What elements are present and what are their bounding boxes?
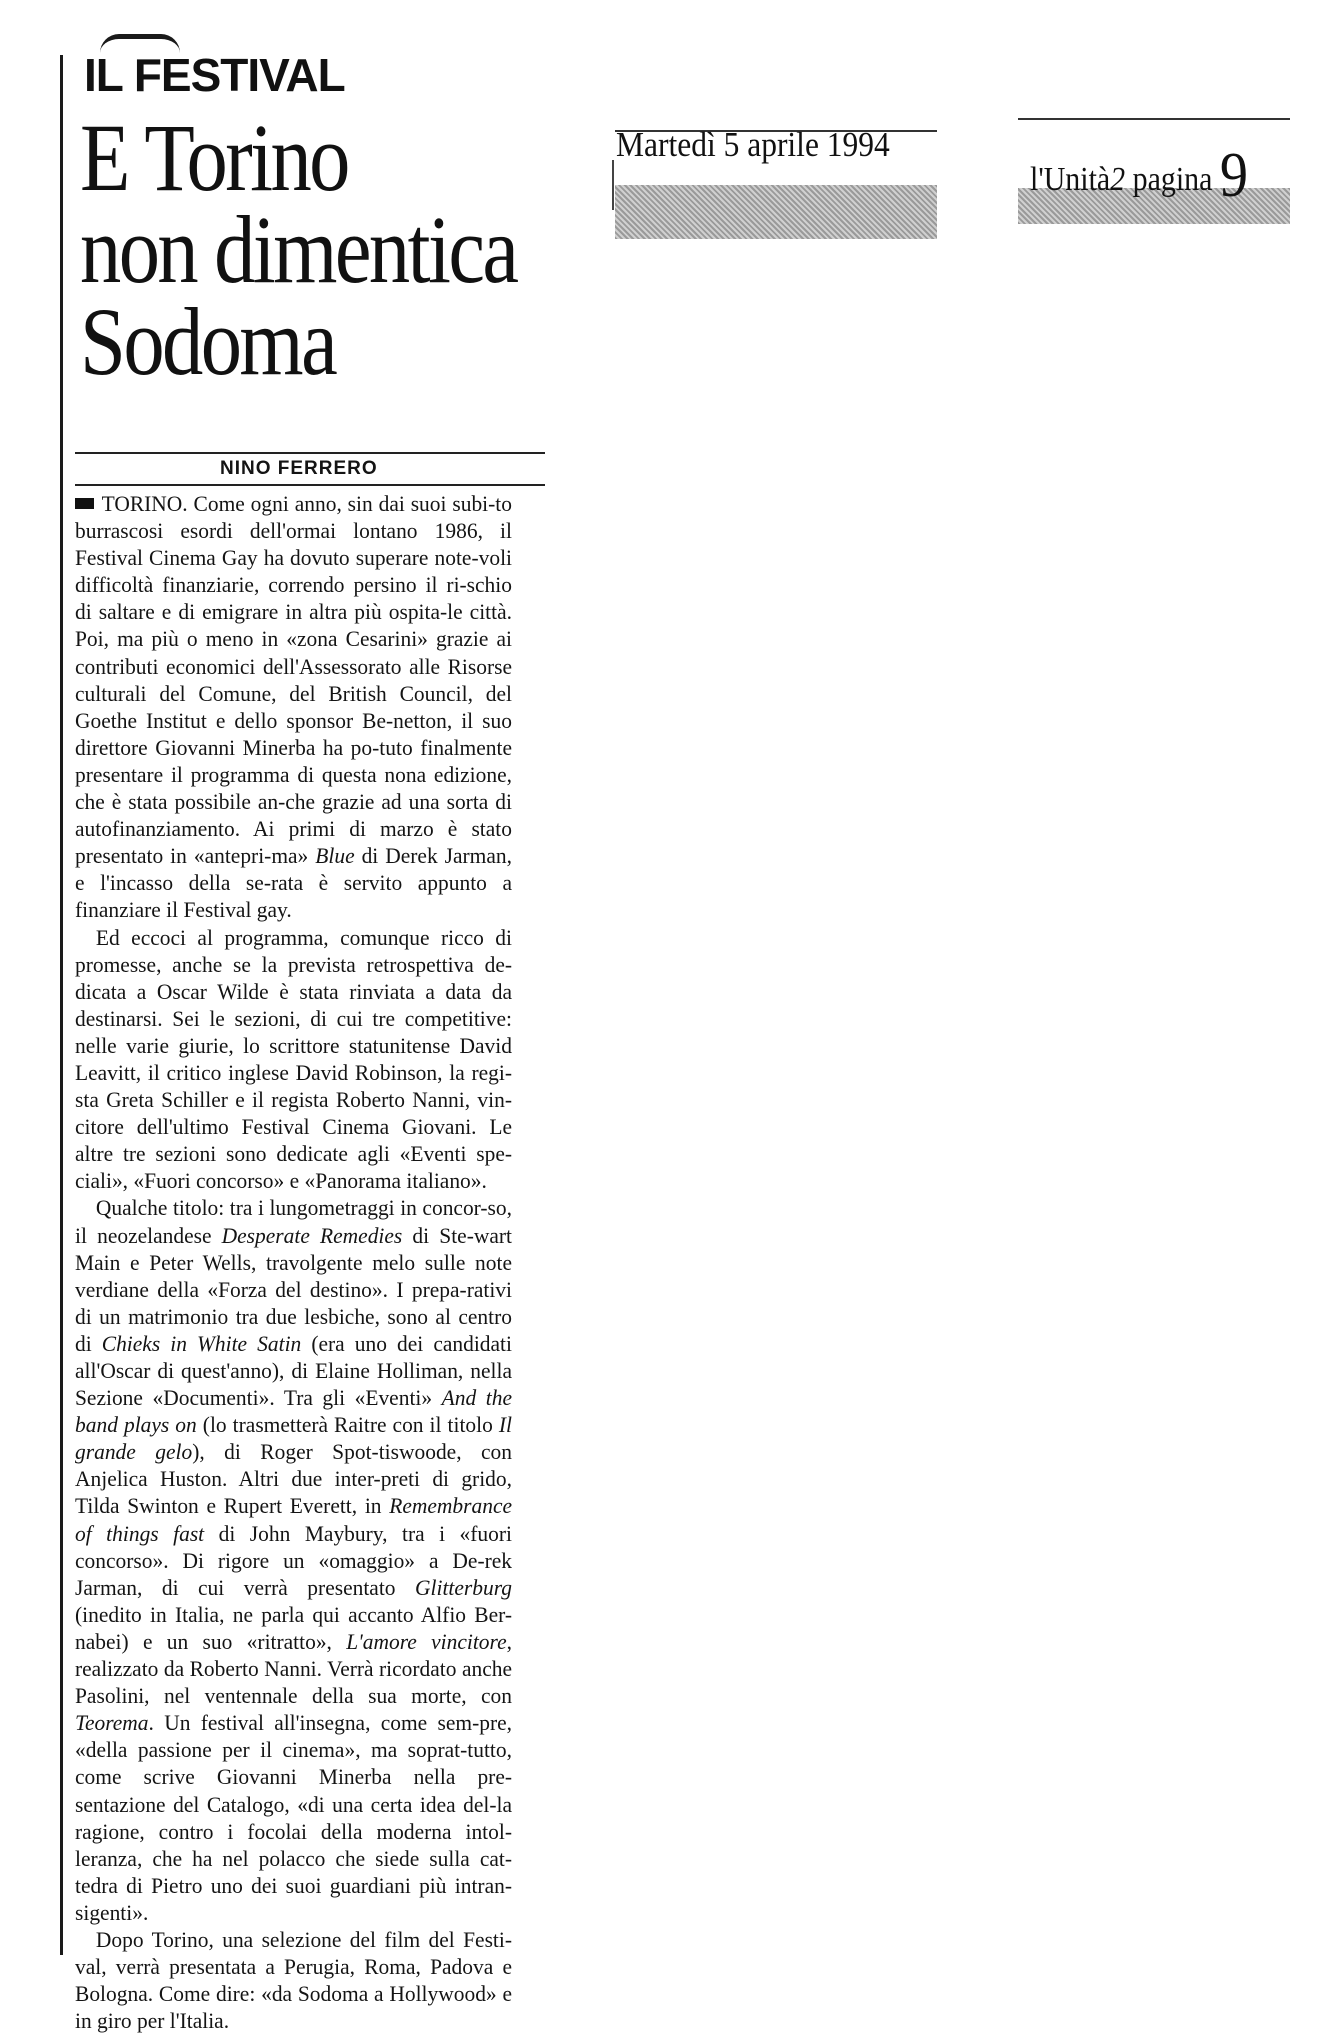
film-title: Il grande gelo (75, 1412, 512, 1465)
film-title: Remembrance of things fast (75, 1493, 512, 1546)
headline-line-3: Sodoma (80, 288, 336, 395)
paragraph-bullet-icon (75, 498, 94, 509)
article-paragraph-3: Qualche titolo: tra i lungometraggi in concor-so, il neozelandese Desperate Remedies di Ste-wart Main e Peter Wells, travolgente melo sulle note verdiane della «Forza del destino». I prepa-rativi di un matrimonio tra due lesbiche, sono al centro di Chieks in White Satin (era uno dei candidati all'Oscar di quest'anno), di Elaine Holliman, nella Sezione «Documenti». Tra gli «Eventi» And the band plays on (lo trasmetterà Raitre con il titolo Il grande gelo), di Roger Spot-tiswoode, con Anjelica Huston. Altri due inter-preti di grido, Tilda Swinton e Rupert Everett, in Remembrance of things fast di John Maybury, tra i «fuori concorso». Di rigore un «omaggio» a De-rek Jarman, di cui verrà presentato Glitterburg (inedito in Italia, ne parla qui accanto Alfio Ber-nabei) e un suo «ritratto», L'amore vincitore, realizzato da Roberto Nanni. Verrà ricordato anche Pasolini, nel ventennale della sua morte, con Teorema. Un festival all'insegna, come sem-pre, «della passione per il cinema», ma soprat-tutto, come scrive Giovanni Minerba nella pre-sentazione del Catalogo, «di una certa idea del-la ragione, contro i focolai della moderna intol-leranza, che ha nel polacco che siede sulla cat-tedra di Pietro uno dei suoi guardiani più intran-sigenti». (75, 1195, 513, 1925)
masthead-section: 2 (1110, 161, 1126, 198)
headline-line-1: E Torino (80, 104, 348, 211)
masthead-date: Martedì 5 aprile 1994 (616, 125, 890, 164)
masthead-page-label: pagina (1132, 161, 1213, 198)
article-paragraph-4: Dopo Torino, una selezione del film del Festi-val, verrà presentata a Perugia, Roma, Padova e Bologna. Come dire: «da Sodoma a Hollywood» e in giro per l'Italia. (75, 1926, 513, 2034)
film-title: Teorema (75, 1710, 149, 1736)
byline: NINO FERRERO (220, 458, 378, 479)
film-title: Glitterburg (415, 1574, 512, 1600)
byline-rule-bottom (75, 484, 545, 486)
article-paragraph-2: Ed eccoci al programma, comunque ricco di promesse, anche se la prevista retrospettiva de-dicata a Oscar Wilde è stata rinviata a data da destinarsi. Sei le sezioni, di cui tre competitive: nelle varie giurie, lo scrittore statunitense David Leavitt, il critico inglese David Robinson, la regi-sta Greta Schiller e il regista Roberto Nanni, vin-citore dell'ultimo Festival Cinema Giovani. Le altre tre sezioni sono dedicate agli «Eventi spe-ciali», «Fuori concorso» e «Panorama italiano». (75, 924, 513, 1194)
masthead-page-rule (1018, 118, 1290, 120)
film-title: L'amore vincitore (346, 1628, 507, 1654)
film-title: Chieks in White Satin (101, 1330, 302, 1356)
headline-line-2: non dimentica (80, 196, 517, 303)
masthead-divider (612, 160, 614, 210)
masthead-date-band (615, 185, 937, 239)
masthead-paper: l'Unità (1030, 161, 1111, 198)
film-title: Blue (315, 843, 355, 869)
masthead-page-number: 9 (1219, 139, 1249, 210)
film-title: And the band plays on (75, 1385, 512, 1438)
film-title: Desperate Remedies (221, 1222, 403, 1248)
section-kicker: IL FESTIVAL (84, 49, 345, 101)
headline (80, 104, 517, 395)
clipping-left-border (60, 55, 63, 1955)
article-paragraph-1: TORINO. Come ogni anno, sin dai suoi subi-to burrascosi esordi dell'ormai lontano 1986, il Festival Cinema Gay ha dovuto superare note-voli difficoltà finanziarie, correndo persino il ri-schio di saltare e di emigrare in altra più ospita-le città. Poi, ma più o meno in «zona Cesarini» grazie ai contributi economici dell'Assessorato alle Risorse culturali del Comune, del British Council, del Goethe Institut e dello sponsor Be-netton, il suo direttore Giovanni Minerba ha po-tuto finalmente presentare il programma di questa nona edizione, che è stata possibile an-che grazie ad una sorta di autofinanziamento. Ai primi di marzo è stato presentato in «antepri-ma» Blue di Derek Jarman, e l'incasso della se-rata è servito appunto a finanziare il Festival gay. (75, 491, 512, 923)
article-body (75, 490, 512, 2034)
masthead-page (1030, 138, 1268, 212)
byline-rule-top (75, 452, 545, 454)
